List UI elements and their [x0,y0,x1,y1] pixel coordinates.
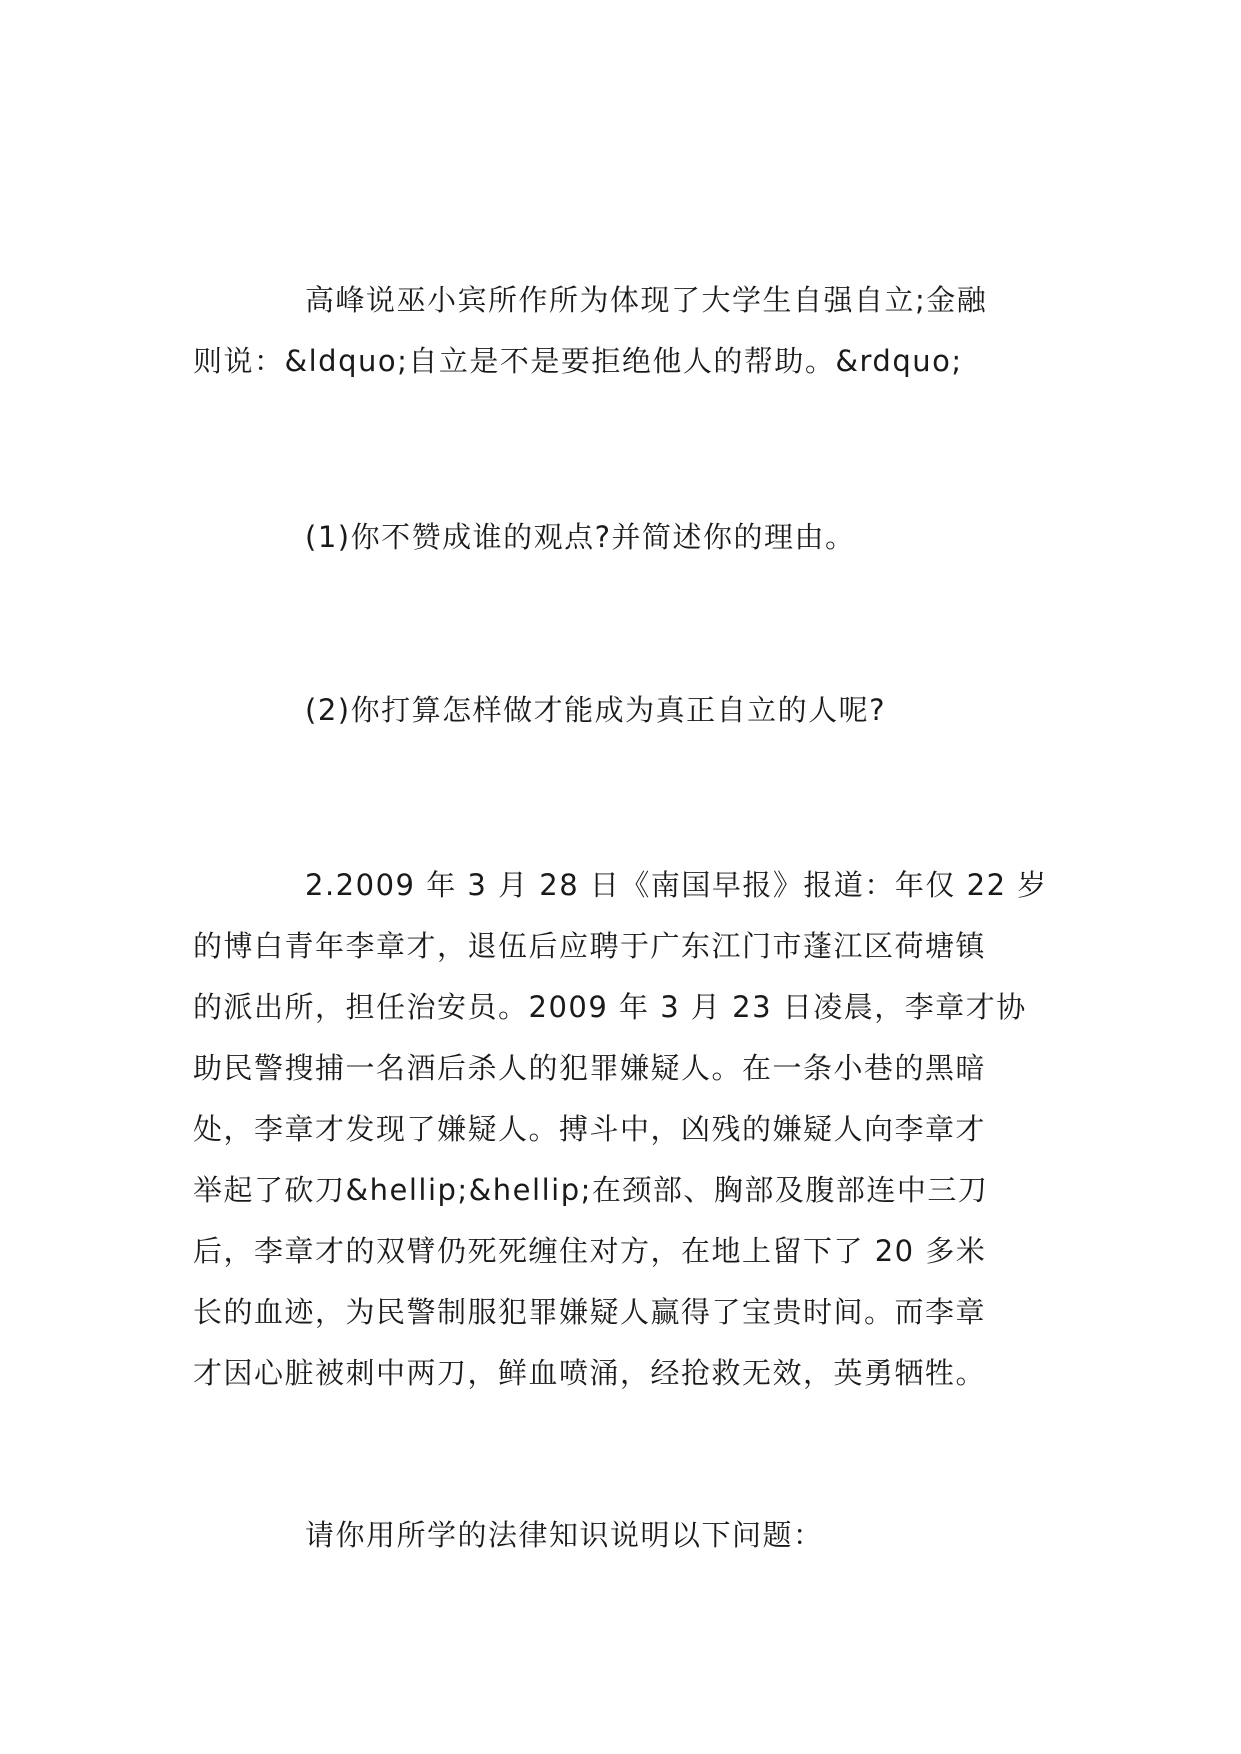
question-2 [193,680,1063,741]
text-line: 高峰说巫小宾所作所为体现了大学生自强自立;金融 [305,283,988,317]
text-line: 助民警搜捕一名酒后杀人的犯罪嫌疑人。在一条小巷的黑暗 [193,1051,987,1085]
text-line: 的派出所，担任治安员。2009 年 3 月 23 日凌晨，李章才协 [193,990,1027,1024]
paragraph-quote [193,270,1063,392]
paragraph-news-report [193,855,1063,1404]
text-line: 则说：&ldquo;自立是不是要拒绝他人的帮助。&rdquo; [193,344,963,378]
text-line: 2.2009 年 3 月 28 日《南国早报》报道：年仅 22 岁 [305,868,1048,902]
text-line: (1)你不赞成谁的观点?并简述你的理由。 [305,520,856,554]
text-line: 长的血迹，为民警制服犯罪嫌疑人赢得了宝贵时间。而李章 [193,1295,987,1329]
instruction-paragraph [193,1505,1063,1566]
question-1 [193,507,1063,568]
text-line: 处，李章才发现了嫌疑人。搏斗中，凶残的嫌疑人向李章才 [193,1112,987,1146]
text-line: 才因心脏被刺中两刀，鲜血喷涌，经抢救无效，英勇牺牲。 [193,1356,987,1390]
text-line: 举起了砍刀&hellip;&hellip;在颈部、胸部及腹部连中三刀 [193,1173,989,1207]
text-line: 的博白青年李章才，退伍后应聘于广东江门市蓬江区荷塘镇 [193,929,987,963]
text-line: 后，李章才的双臂仍死死缠住对方，在地上留下了 20 多米 [193,1234,987,1268]
text-line: 请你用所学的法律知识说明以下问题： [305,1518,824,1552]
text-line: (2)你打算怎样做才能成为真正自立的人呢? [305,693,886,727]
